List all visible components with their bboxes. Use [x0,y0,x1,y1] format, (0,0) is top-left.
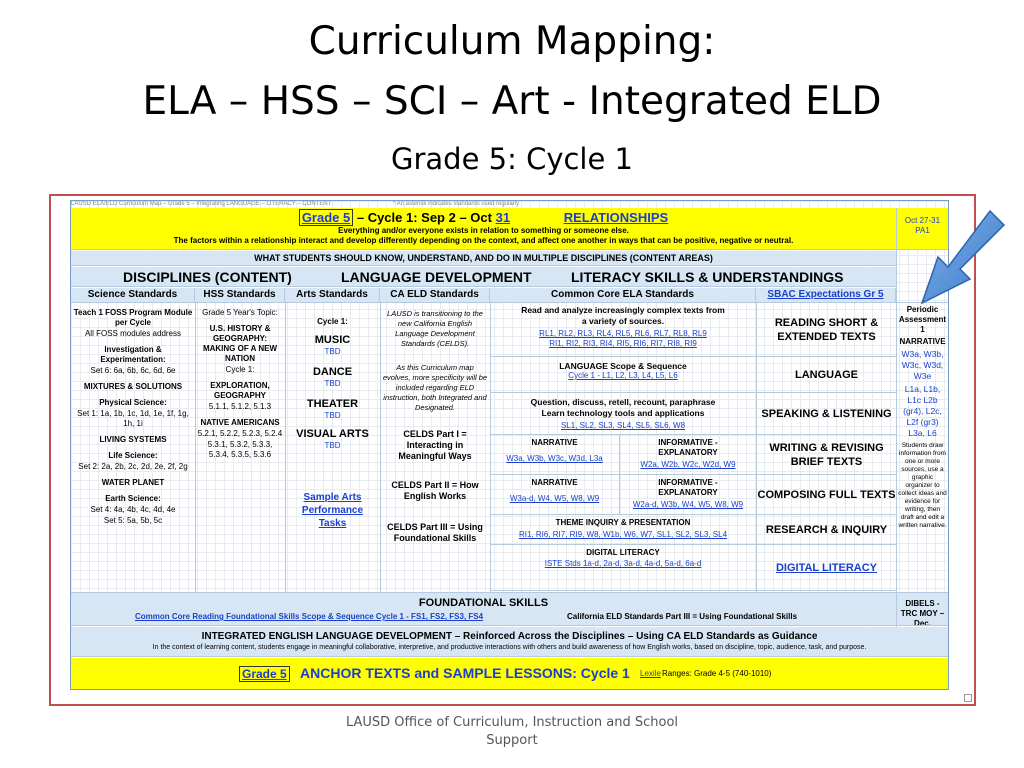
cycle-header [71,208,896,250]
cycle-dates: – Cycle 1: Sep 2 – Oct [353,210,496,225]
ccss-theme-title: THEME INQUIRY & PRESENTATION [555,518,691,527]
ccss-speaking-cell [490,393,756,435]
ccss-speaking-title: Question, discuss, retell, recount, paraphrase Learn technology tools and applications [530,397,716,418]
slide-title-line1: Curriculum Mapping: [308,19,716,64]
hss-line: EXPLORATION, GEOGRAPHY [210,381,270,400]
sbac-expectations-link[interactable]: SBAC Expectations Gr 5 [756,288,896,302]
foundational-skills-row [71,592,896,626]
foundational-scope-link[interactable]: Common Core Reading Foundational Skills Scope & Sequence Cycle 1 - FS1, FS2, FS3, FS4 [135,612,484,621]
slide-footer: LAUSD Office of Curriculum, Instruction and School Support [345,715,679,748]
eld-column [380,305,490,590]
arts-theater: THEATER [306,398,359,410]
arts-dance: DANCE [312,366,353,378]
ccss-reading-cell [490,303,756,357]
foundational-title: FOUNDATIONAL SKILLS [418,597,549,609]
science-line: LIVING SYSTEMS [99,435,167,444]
integrated-eld-row [71,627,948,657]
resize-handle[interactable] [964,694,972,702]
dibels-box: DIBELS - TRC MOY – Dec. [897,592,948,626]
disciplines-heading: DISCIPLINES (CONTENT) [123,269,292,285]
ccss-informative-standards[interactable]: W2a, W2b, W2c, W2d, W9 [640,460,736,469]
category-row [71,267,896,287]
hss-standards-header: HSS Standards [195,288,285,302]
ccss-informative2-cell [620,475,756,515]
science-line: All FOSS modules address [84,329,182,338]
arts-dance-tbd[interactable]: TBD [324,379,341,388]
science-line: Investigation & Experimentation: [100,345,166,364]
science-line: Set 5: 5a, 5b, 5c [103,516,163,525]
arts-visual: VISUAL ARTS [296,428,369,440]
ccss-narrative-standards[interactable]: W3a, W3b, W3c, W3d, L3a [506,454,603,463]
sample-arts-tasks-link[interactable]: Sample Arts Performance Tasks [301,492,364,529]
theme-link[interactable]: RELATIONSHIPS [563,210,669,225]
arts-cycle: Cycle 1: [317,317,348,326]
science-line: Teach 1 FOSS Program Module per Cycle [73,308,193,327]
ccss-language-cell [490,357,756,393]
slide-title-line2: ELA – HSS – SCI – Art - Integrated ELD [142,79,882,124]
hss-line: 5.1.1, 5.1.2, 5.1.3 [208,402,272,411]
eld-evolve-note: As this Curriculum map evolves, more specificity will be included regarding ELD instruction, both Integrated and Designated. [382,363,488,412]
science-column [71,305,195,590]
celds-part1: CELDS Part I = Interacting in Meaningful Ways [398,429,472,461]
curriculum-map-sheet [70,200,949,690]
hss-column [195,305,285,590]
ccss-digital-cell [490,545,756,591]
foundational-eld: California ELD Standards Part III = Using Foundational Skills [567,612,798,621]
hss-line: Cycle 1: [225,365,255,374]
hss-line: 5.2.1, 5.2.2, 5.2.3, 5.2.4 [197,429,283,438]
sheet-header-left: LAUSD ELA/ELD Curriculum Map – Grade 5 – Integrating LANGUAGE – LITERACY – CONTENT [71,201,332,207]
hss-line: 5.3.1, 5.3.2, 5.3.3, 5.3.4, 5.3.5, 5.3.6 [207,440,273,459]
ccss-theme-inquiry-cell [490,515,756,545]
anchor-grade-label[interactable]: Grade 5 [239,666,290,682]
integrated-eld-desc: In the context of learning content, students engage in meaningful collaborative, interpretive, and productive interactions with others and build awareness of how English works, based on discipline, topic, audience, task, and purpose. [152,644,867,651]
sbac-composing: COMPOSING FULL TEXTS [757,475,896,515]
periodic-narrative: NARRATIVE [899,337,946,346]
language-dev-heading: LANGUAGE DEVELOPMENT [341,269,532,285]
ccss-digital-standards[interactable]: ISTE Stds 1a-d, 2a-d, 3a-d, 4a-d, 5a-d, 6a-d [544,559,702,568]
sbac-research: RESEARCH & INQUIRY [757,515,896,545]
science-line: Set 6: 6a, 6b, 6c, 6d, 6e [90,366,176,375]
ccss-language-title: LANGUAGE Scope & Sequence [559,361,687,371]
arts-standards-header: Arts Standards [285,288,380,302]
theme-line-1: Everything and/or everyone exists in relation to something or someone else. [338,226,629,235]
integrated-eld-title: INTEGRATED ENGLISH LANGUAGE DEVELOPMENT – Reinforced Across the Disciplines – Using CA ELD Standards as Guidance [201,631,818,642]
science-line: Set 2: 2a, 2b, 2c, 2d, 2e, 2f, 2g [78,462,188,471]
grade-label[interactable]: Grade 5 [299,209,353,226]
hss-line: Grade 5 Year's Topic: [202,308,278,317]
sheet-header-strip [71,201,948,208]
ccss-narrative-title: NARRATIVE [531,438,578,447]
science-line: Set 1: 1a, 1b, 1c, 1d, 1e, 1f, 1g, 1h, 1i [77,409,189,428]
sbac-language: LANGUAGE [757,357,896,393]
sheet-header-right: * An asterisk indicates standards used regularly [393,201,520,207]
sbac-writing: WRITING & REVISING BRIEF TEXTS [757,435,896,475]
ccss-standards-header: Common Core ELA Standards [490,288,756,302]
science-line: WATER PLANET [101,478,165,487]
ccss-reading-title: Read and analyze increasingly complex texts from a variety of sources. [521,305,725,326]
celds-part2: CELDS Part II = How English Works [391,480,479,501]
ccss-narrative2-cell [490,475,620,515]
eld-standards-header: CA ELD Standards [380,288,490,302]
ccss-informative2-standards[interactable]: W2a-d, W3b, W4, W5, W8, W9 [632,500,744,509]
science-line: Set 4: 4a, 4b, 4c, 4d, 4e [90,505,176,514]
eld-transition-note: LAUSD is transitioning to the new California English Language Development Standards (CELDS). [387,309,483,348]
curriculum-map-frame [49,194,976,706]
ccss-theme-standards[interactable]: RI1, RI6, RI7, RI9, W8, W1b, W6, W7, SL1, SL2, SL3, SL4 [518,530,728,539]
periodic-title: Periodic Assessment 1 [898,305,947,334]
arts-visual-tbd[interactable]: TBD [324,441,341,450]
celds-part3: CELDS Part III = Using Foundational Skills [387,522,483,543]
anchor-texts-row [71,658,948,689]
arts-column [285,305,380,590]
slide-subtitle: Grade 5: Cycle 1 [391,142,633,176]
lexile-range: Ranges: Grade 4-5 (740-1010) [662,669,772,678]
theme-line-2: The factors within a relationship interact and develop differently depending on the context, and affect one another in ways that can be positive, negative or neutral. [173,236,794,245]
cycle-end-date[interactable]: 31 [495,210,511,225]
ccss-narrative2-title: NARRATIVE [531,478,578,487]
ccss-language-standards[interactable]: Cycle 1 - L1, L2, L3, L4, L5, L6 [568,371,678,380]
periodic-description: Students draw information from one or more sources, use a graphic organizer to collect ideas and evidence for writing, then draft and edit a written narrative. [898,442,947,529]
arts-music-tbd[interactable]: TBD [324,347,341,356]
ccss-narrative2-standards[interactable]: W3a-d, W4, W5, W8, W9 [509,494,600,503]
ccss-narrative-cell [490,435,620,475]
callout-arrow-icon [908,205,1008,315]
periodic-l-standards: L1a, L1b, L1c L2b (gr4), L2c, L2f (gr3) L3a, L6 [903,384,942,438]
ccss-informative2-title: INFORMATIVE - EXPLANATORY [658,478,718,497]
ccss-informative-cell [620,435,756,475]
science-line: Earth Science: [105,494,161,503]
sbac-reading: READING SHORT & EXTENDED TEXTS [757,303,896,357]
ccss-digital-title: DIGITAL LITERACY [586,548,660,557]
lexile-link[interactable]: Lexile [640,669,661,678]
ccss-ri-standards[interactable]: RI1, RI2, RI3, RI4, RI5, RI6, RI7, RI8, RI9 [549,339,697,348]
hss-line: NATIVE AMERICANS [200,418,280,427]
hss-line: U.S. HISTORY & GEOGRAPHY: MAKING OF A NEW NATION [202,324,278,363]
arts-music: MUSIC [314,334,351,346]
pa1-date-box: Oct 27-31 PA1 [896,208,948,250]
science-line: Life Science: [108,451,158,460]
anchor-title: ANCHOR TEXTS and SAMPLE LESSONS: Cycle 1 [300,665,630,681]
sbac-speaking: SPEAKING & LISTENING [757,393,896,435]
periodic-assessment-column [897,303,948,591]
science-standards-header: Science Standards [71,288,195,302]
what-students-row: WHAT STUDENTS SHOULD KNOW, UNDERSTAND, AND DO IN MULTIPLE DISCIPLINES (CONTENT AREAS) [71,251,896,266]
ccss-speaking-standards[interactable]: SL1, SL2, SL3, SL4, SL5, SL6, W8 [560,421,686,430]
science-line: Physical Science: [99,398,167,407]
periodic-w-standards: W3a, W3b, W3c, W3d, W3e [901,349,944,381]
sbac-digital-link[interactable]: DIGITAL LITERACY [757,545,896,591]
ccss-rl-standards[interactable]: RL1, RL2, RL3, RL4, RL5, RL6, RL7, RL8, RL9 [539,329,707,338]
science-line: MIXTURES & SOLUTIONS [83,382,183,391]
ccss-informative-title: INFORMATIVE - EXPLANATORY [658,438,718,457]
literacy-heading: LITERACY SKILLS & UNDERSTANDINGS [571,269,844,285]
arts-theater-tbd[interactable]: TBD [324,411,341,420]
